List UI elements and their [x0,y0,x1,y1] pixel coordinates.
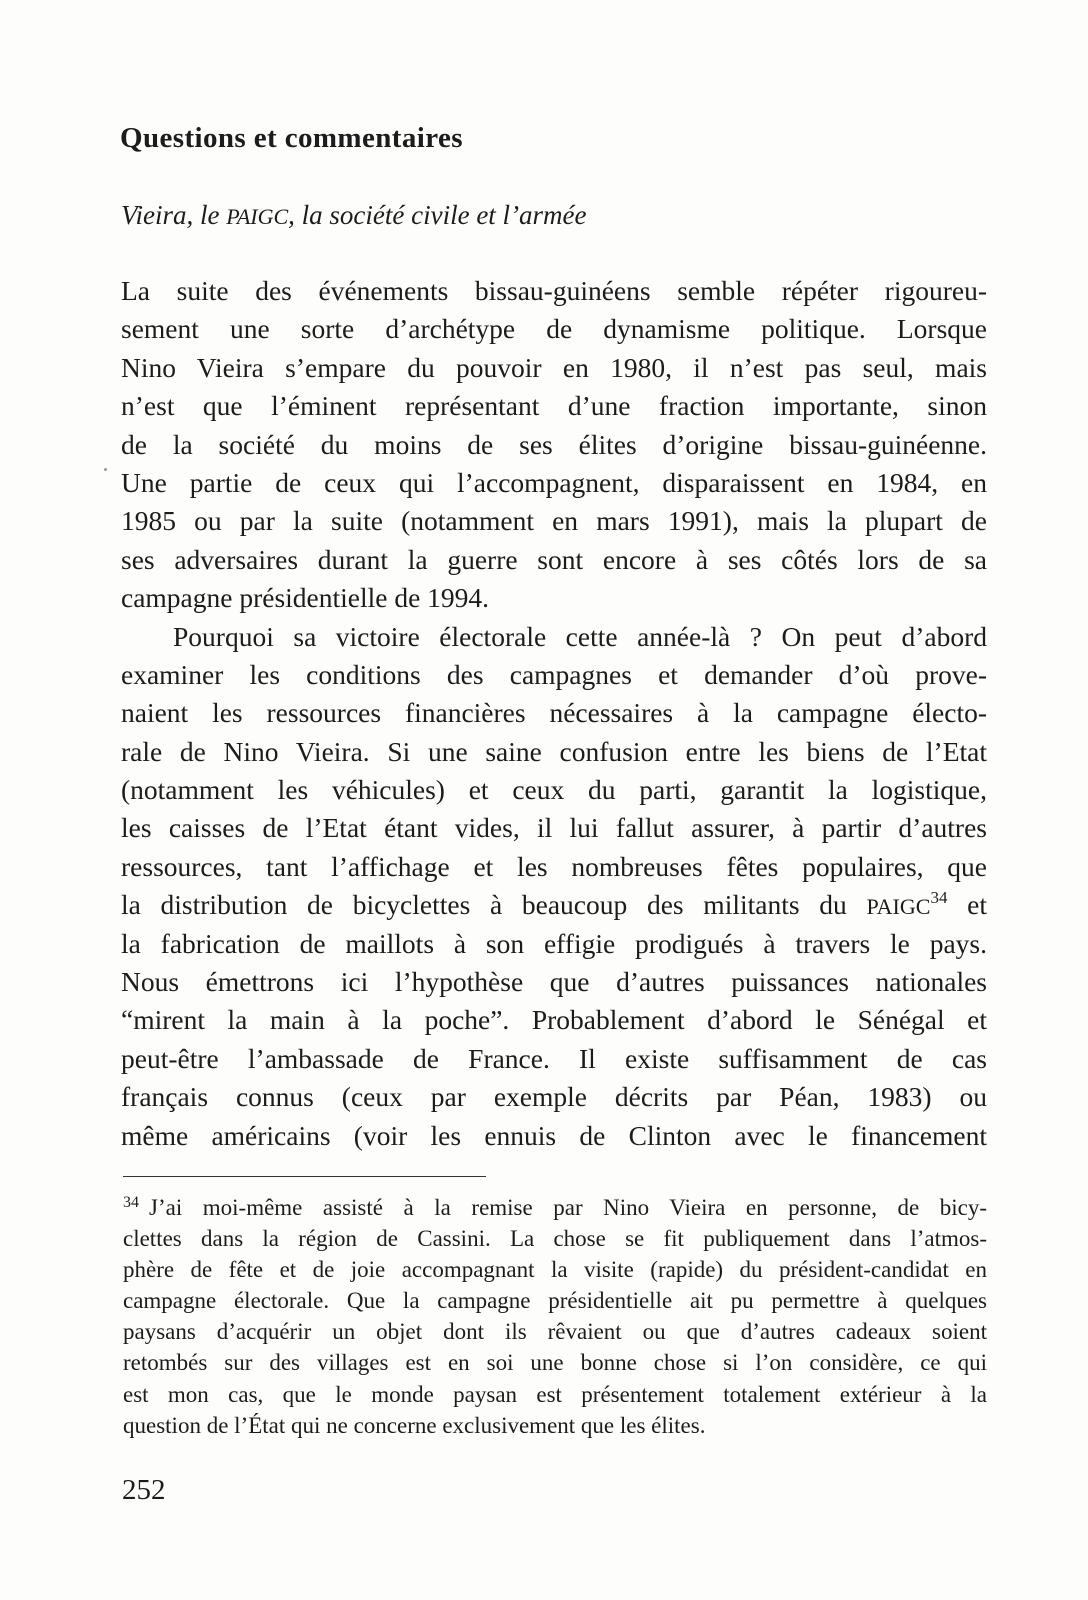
text-line-with-reference [121,886,987,924]
footnote-line [123,1347,987,1378]
footnote-line [123,1192,987,1223]
footnote-text: campagne électorale. Que la campagne présidentielle ait pu permettre à quelques [123,1288,987,1314]
text-line: les caisses de l’Etat étant vides, il lui fallut assurer, à partir d’autres [121,812,987,844]
scan-speck [104,468,107,471]
text-line: n’est que l’éminent représentant d’une fraction importante, sinon [121,390,987,422]
footnote [123,1192,987,1441]
text-line: “mirent la main à la poche”. Probablement d’abord le Sénégal et [121,1004,987,1036]
text-segment: et [947,889,987,921]
footnote-text: question de l’État qui ne concerne exclusivement que les élites. [123,1412,706,1438]
footnote-text: retombés sur des villages est en soi une bonne chose si l’on considère, ce qui [123,1350,987,1376]
text-line: Pourquoi sa victoire électorale cette année-là ? On peut d’abord [173,620,987,652]
text-line: examiner les conditions des campagnes et demander d’où prove- [121,658,987,690]
footnote-separator [123,1176,486,1177]
footnote-text: est mon cas, que le monde paysan est présentement totalement extérieur à la [123,1381,987,1407]
text-line: ressources, tant l’affichage et les nombreuses fêtes populaires, que [121,850,987,882]
text-line: La suite des événements bissau-guinéens semble répéter rigoureu- [121,275,987,306]
text-line: (notamment les véhicules) et ceux du parti, garantit la logistique, [121,774,987,806]
footnote-text: paysans d’acquérir un objet dont ils rêvaient ou que d’autres cadeaux soient [123,1319,987,1345]
body-text [121,272,987,1155]
footnote-text: phère de fête et de joie accompagnant la visite (rapide) du président-candidat en [123,1257,987,1283]
footnote-line [123,1254,987,1285]
text-line: Nino Vieira s’empare du pouvoir en 1980, il n’est pas seul, mais [121,351,987,383]
footnote-line [123,1285,987,1316]
section-subheading: Vieira, le PAIGC, la société civile et l’armée [121,200,587,230]
paragraph-1 [121,272,987,618]
text-line: de la société du moins de ses élites d’origine bissau-guinéenne. [121,428,987,460]
text-line: Nous émettrons ici l’hypothèse que d’autres puissances nationales [121,966,987,998]
paragraph-2 [121,618,987,1155]
text-line: rale de Nino Vieira. Si une saine confusion entre les biens de l’Etat [121,735,987,767]
text-line: sement une sorte d’archétype de dynamisme politique. Lorsque [121,313,987,345]
text-line: peut-être l’ambassade de France. Il existe suffisamment de cas [121,1042,987,1074]
text-line: ses adversaires durant la guerre sont encore à ses côtés lors de sa [121,543,987,575]
page-number: 252 [122,1474,166,1506]
acronym-paigc: PAIGC [226,204,289,229]
text-line: même américains (voir les ennuis de Clinton avec le financement [121,1119,987,1151]
text-line: naient les ressources financières nécessaires à la campagne électo- [121,697,987,729]
footnote-text: J’ai moi-même assisté à la remise par Nino Vieira en personne, de bicy- [149,1195,987,1220]
acronym-paigc: PAIGC [866,894,931,920]
section-heading: Questions et commentaires [120,122,463,154]
footnote-line [123,1316,987,1347]
footnote-line [123,1223,987,1254]
text-line: 1985 ou par la suite (notamment en mars 1991), mais la plupart de [121,505,987,537]
footnote-text: clettes dans la région de Cassini. La chose se fit publiquement dans l’atmos- [123,1226,987,1252]
footnote-line [123,1379,987,1410]
text-segment: la distribution de bicyclettes à beaucoup des militants du [121,889,867,921]
footnote-line [123,1410,987,1441]
text-line: Une partie de ceux qui l’accompagnent, disparaissent en 1984, en [121,466,987,498]
footnote-reference: 34 [930,888,948,908]
footnote-number: 34 [123,1194,139,1211]
text-line: campagne présidentielle de 1994. [121,582,490,614]
text-line: la fabrication de maillots à son effigie prodigués à travers le pays. [121,927,987,959]
text-line: français connus (ceux par exemple décrits par Péan, 1983) ou [121,1081,987,1113]
